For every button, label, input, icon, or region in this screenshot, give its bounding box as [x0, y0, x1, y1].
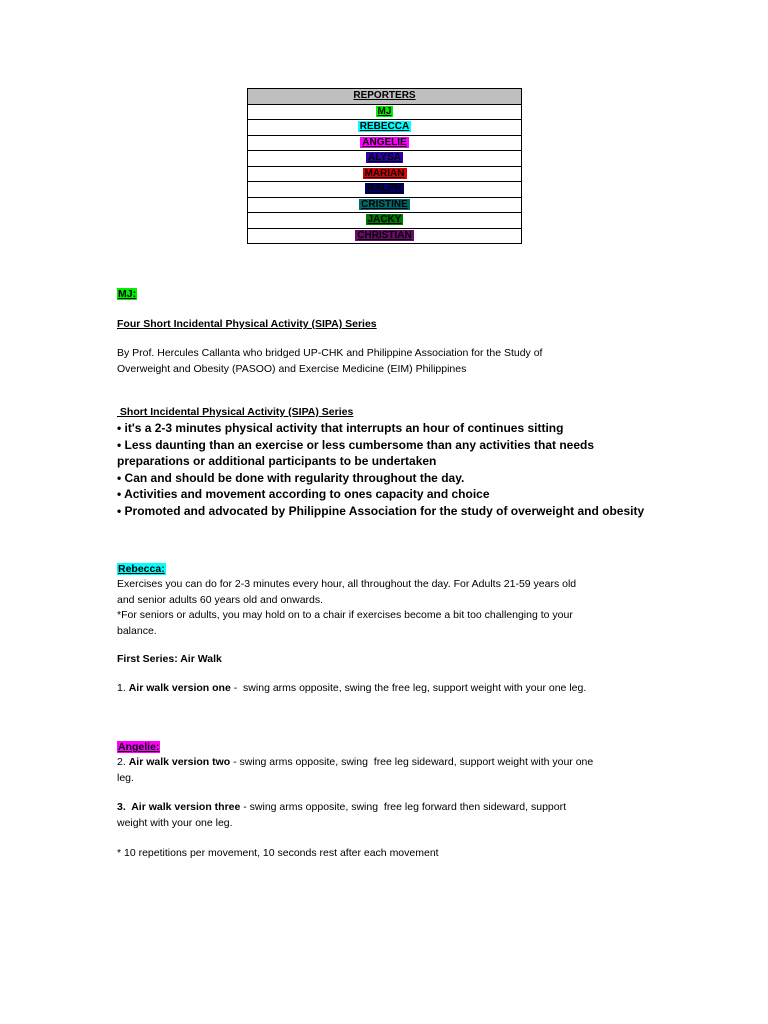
- item-number: 3.: [117, 801, 132, 813]
- reporter-row: [248, 228, 522, 244]
- reporter-row: [248, 197, 522, 213]
- repetitions-note: * 10 repetitions per movement, 10 seconds rest after each movement: [117, 847, 439, 859]
- reporter-row: [248, 166, 522, 182]
- item-description: - swing arms opposite, swing the free leg, support weight with your one leg.: [230, 682, 587, 694]
- item-description: - swing arms opposite, swing free leg forward then sideward, support: [240, 801, 566, 813]
- intro-paragraph: [117, 346, 657, 377]
- reporter-name: REBECCA: [359, 121, 410, 133]
- reporter-cell: [248, 135, 522, 151]
- reporter-cell: [248, 228, 522, 244]
- sipa-series-heading: Four Short Incidental Physical Activity (SIPA) Series: [117, 318, 377, 330]
- item-title: Air walk version three: [131, 801, 241, 813]
- reporter-cell: [248, 182, 522, 198]
- reporter-name: MJ: [377, 105, 392, 117]
- intro-line: By Prof. Hercules Callanta who bridged UP-CHK and Philippine Association for the Study of: [117, 347, 543, 359]
- item-description: - swing arms opposite, swing free leg sideward, support weight with your one: [230, 756, 594, 768]
- reporters-table: [247, 88, 522, 244]
- reporter-row: [248, 104, 522, 120]
- reporter-row: [248, 151, 522, 167]
- item-continuation: weight with your one leg.: [117, 816, 233, 829]
- reporter-row: [248, 120, 522, 136]
- reporter-row: [248, 135, 522, 151]
- mj-tag: MJ:: [118, 288, 137, 300]
- bullet-item: • it's a 2-3 minutes physical activity that interrupts an hour of continues sitting: [117, 421, 564, 435]
- angelie-tag-line: [117, 740, 657, 756]
- mj-tag-line: [117, 287, 657, 303]
- item-title: Air walk version two: [128, 756, 231, 768]
- reporter-cell: [248, 120, 522, 136]
- reporter-cell: [248, 197, 522, 213]
- item-number: 1.: [117, 682, 129, 694]
- reporters-body: [248, 104, 522, 244]
- rebecca-tag: Rebecca:: [118, 563, 165, 575]
- reporter-name: ANGELIE: [362, 136, 407, 148]
- sipa-bullet-list: [117, 420, 677, 519]
- paragraph-line: *For seniors or adults, you may hold on to a chair if exercises become a bit too challenging to your: [117, 609, 573, 621]
- bullet-item: • Less daunting than an exercise or less cumbersome than any activities that needs: [117, 437, 595, 452]
- reporter-name: JACKY: [367, 214, 402, 226]
- reporter-name: CRISTINE: [361, 198, 408, 210]
- sipa-subheading: Short Incidental Physical Activity (SIPA) Series: [117, 406, 354, 418]
- bullet-item: preparations or additional participants to be undertaken: [117, 454, 437, 468]
- reporter-name: CHRISTIAN: [357, 229, 412, 241]
- rebecca-tag-line: [117, 562, 657, 578]
- paragraph-line: and senior adults 60 years old and onwards.: [117, 593, 324, 606]
- paragraph-line: Exercises you can do for 2-3 minutes every hour, all throughout the day. For Adults 21-59 years old: [117, 578, 577, 590]
- reporter-name: ALYSA: [368, 152, 401, 164]
- reporter-cell: [248, 151, 522, 167]
- item-title: Air walk version one: [128, 682, 231, 694]
- paragraph-line: balance.: [117, 624, 157, 637]
- angelie-tag: Angelie:: [118, 741, 160, 753]
- first-series-heading: First Series: Air Walk: [117, 653, 222, 665]
- air-walk-item-2: [117, 755, 662, 786]
- item-continuation: leg.: [117, 771, 134, 784]
- reporter-cell: [248, 166, 522, 182]
- bullet-item: • Activities and movement according to ones capacity and choice: [117, 487, 490, 501]
- reporter-name: MARIAN: [364, 167, 405, 179]
- air-walk-item-1: [117, 681, 657, 697]
- bullet-item: • Can and should be done with regularity throughout the day.: [117, 470, 465, 485]
- intro-line: Overweight and Obesity (PASOO) and Exercise Medicine (EIM) Philippines: [117, 362, 467, 375]
- item-number: 2.: [117, 756, 129, 768]
- reporter-name: RALPH: [367, 183, 402, 195]
- reporter-row: [248, 182, 522, 198]
- reporter-row: [248, 213, 522, 229]
- air-walk-item-3: [117, 800, 657, 831]
- reporter-cell: [248, 213, 522, 229]
- bullet-item: • Promoted and advocated by Philippine Association for the study of overweight and obesity: [117, 503, 645, 518]
- rebecca-paragraph: [117, 577, 657, 639]
- reporter-cell: [248, 104, 522, 120]
- reporters-header: REPORTERS: [248, 89, 522, 105]
